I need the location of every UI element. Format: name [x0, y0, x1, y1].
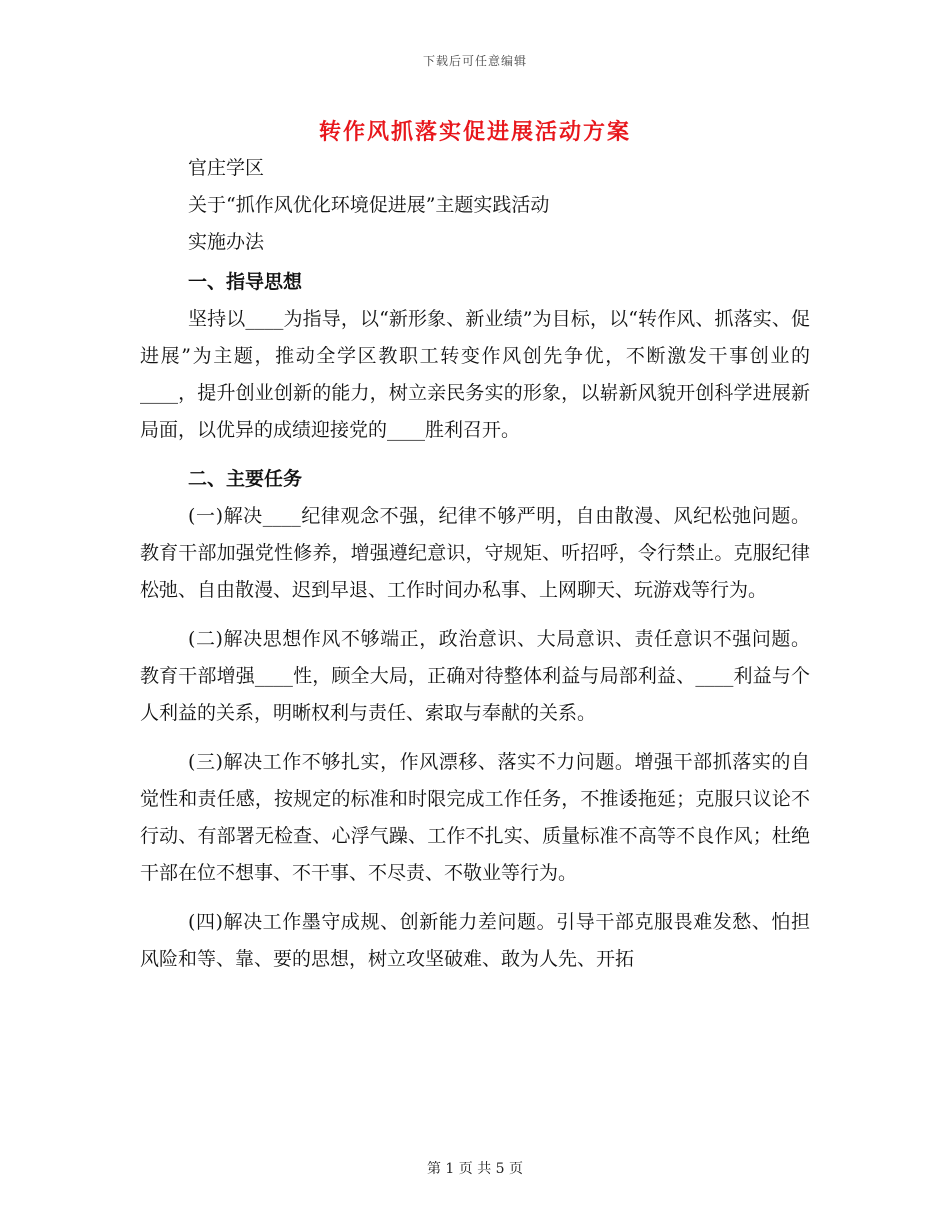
page-header-note: 下载后可任意编辑 [422, 54, 527, 68]
section-heading-main-tasks: 二、主要任务 [188, 468, 303, 490]
paragraph-task-4: (四)解决工作墨守成规、创新能力差问题。引导干部克服畏难发愁、怕担风险和等、靠、要的思想，树立攻坚破难、敢为人先、开拓 [140, 911, 810, 970]
document-body [140, 150, 810, 978]
paragraph-task-1: (一)解决____纪律观念不强，纪律不够严明，自由散漫、风纪松弛问题。教育干部加强党性修养，增强遵纪意识，守规矩、听招呼，令行禁止。克服纪律松弛、自由散漫、迟到早退、工作时间办私事、上网聊天、玩游戏等行为。 [140, 505, 810, 601]
intro-line-subject: 关于“抓作风优化环境促进展”主题实践活动 [188, 194, 550, 216]
section-heading-guiding-ideology: 一、指导思想 [188, 271, 303, 293]
intro-line-doc-type: 实施办法 [188, 231, 265, 253]
paragraph-task-3: (三)解决工作不够扎实，作风漂移、落实不力问题。增强干部抓落实的自觉性和责任感，按规定的标准和时限完成工作任务，不推诿拖延；克服只议论不行动、有部署无检查、心浮气躁、工作不扎实、质量标准不高等不良作风；杜绝干部在位不想事、不干事、不尽责、不敬业等行为。 [140, 751, 810, 884]
paragraph-task-2: (二)解决思想作风不够端正，政治意识、大局意识、责任意识不强问题。教育干部增强____性，顾全大局，正确对待整体利益与局部利益、____利益与个人利益的关系，明晰权利与责任、索取与奉献的关系。 [140, 628, 810, 724]
page-number: 第 1 页 共 5 页 [426, 1161, 524, 1177]
document-title: 转作风抓落实促进展活动方案 [318, 119, 631, 145]
intro-line-organization: 官庄学区 [188, 157, 265, 179]
paragraph-guiding-ideology: 坚持以____为指导，以“新形象、新业绩”为目标，以“转作风、抓落实、促进展”为主题，推动全学区教职工转变作风创先争优，不断激发干事创业的____，提升创业创新的能力，树立亲民务实的形象，以崭新风貌开创科学进展新局面，以优异的成绩迎接党的____胜利召开。 [140, 308, 810, 441]
